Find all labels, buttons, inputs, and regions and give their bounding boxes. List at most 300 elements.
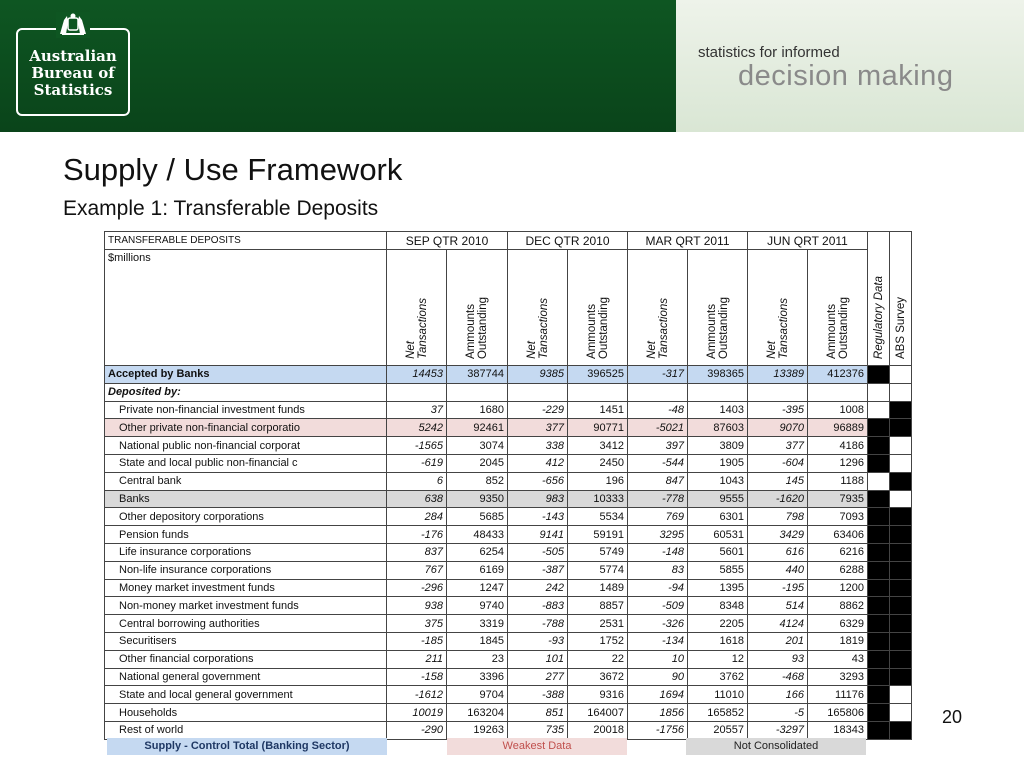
row-label: Pension funds <box>105 526 387 544</box>
net-transactions-cell: -509 <box>628 597 688 615</box>
net-transactions-cell: 10019 <box>387 704 447 722</box>
table-corner-title: TRANSFERABLE DEPOSITS <box>105 232 387 250</box>
org-name-line: Bureau of <box>31 64 115 82</box>
amounts-outstanding-cell: 8862 <box>808 597 868 615</box>
net-transactions-cell: 735 <box>508 721 568 739</box>
amounts-outstanding-cell: 1618 <box>688 632 748 650</box>
table-row <box>105 437 912 455</box>
regulatory-data-flag <box>868 419 890 437</box>
row-label: Accepted by Banks <box>105 366 387 384</box>
table-row <box>105 383 912 401</box>
amounts-outstanding-cell: 1819 <box>808 632 868 650</box>
amounts-outstanding-cell: 1451 <box>568 401 628 419</box>
page-number: 20 <box>942 707 963 727</box>
net-transactions-cell: -5 <box>748 704 808 722</box>
net-transactions-cell: 851 <box>508 704 568 722</box>
header-line: Tansactions <box>537 298 550 359</box>
regulatory-data-flag <box>868 561 890 579</box>
amounts-outstanding-cell <box>568 383 628 401</box>
regulatory-data-flag <box>868 472 890 490</box>
header-line: Ammounts <box>585 304 598 359</box>
amounts-outstanding-cell: 20018 <box>568 721 628 739</box>
net-transactions-cell: -778 <box>628 490 688 508</box>
regulatory-data-flag <box>868 597 890 615</box>
net-transactions-cell: 440 <box>748 561 808 579</box>
amounts-outstanding-cell: 1247 <box>447 579 508 597</box>
net-transactions-cell: 3295 <box>628 526 688 544</box>
amounts-outstanding-cell: 9316 <box>568 686 628 704</box>
table-row <box>105 668 912 686</box>
net-transactions-cell: -387 <box>508 561 568 579</box>
amounts-outstanding-cell: 3319 <box>447 615 508 633</box>
abs-survey-flag <box>890 437 912 455</box>
net-transactions-cell: 375 <box>387 615 447 633</box>
net-transactions-cell: -656 <box>508 472 568 490</box>
quarter-header: DEC QTR 2010 <box>508 232 628 250</box>
org-name-line: Australian <box>29 47 117 65</box>
abs-survey-flag <box>890 366 912 384</box>
amounts-outstanding-cell: 8348 <box>688 597 748 615</box>
org-name-line: Statistics <box>33 81 113 99</box>
amounts-outstanding-cell: 9555 <box>688 490 748 508</box>
net-transactions-cell: -195 <box>748 579 808 597</box>
row-label: Money market investment funds <box>105 579 387 597</box>
net-transactions-cell: 14453 <box>387 366 447 384</box>
amounts-outstanding-header <box>568 250 628 366</box>
net-transactions-cell: 3429 <box>748 526 808 544</box>
net-transactions-cell: 211 <box>387 650 447 668</box>
net-transactions-cell: 798 <box>748 508 808 526</box>
amounts-outstanding-cell: 4186 <box>808 437 868 455</box>
header-line: Ammounts <box>465 304 477 359</box>
row-label: Banks <box>105 490 387 508</box>
row-label: Private non-financial investment funds <box>105 401 387 419</box>
amounts-outstanding-cell: 5774 <box>568 561 628 579</box>
net-transactions-cell: -5021 <box>628 419 688 437</box>
amounts-outstanding-cell: 852 <box>447 472 508 490</box>
net-transactions-cell: -229 <box>508 401 568 419</box>
net-transactions-cell: 4124 <box>748 615 808 633</box>
net-transactions-cell: 377 <box>508 419 568 437</box>
net-transactions-cell: -326 <box>628 615 688 633</box>
net-transactions-cell: 37 <box>387 401 447 419</box>
net-transactions-cell: 83 <box>628 561 688 579</box>
amounts-outstanding-cell: 11176 <box>808 686 868 704</box>
amounts-outstanding-cell: 6329 <box>808 615 868 633</box>
amounts-outstanding-header <box>447 250 508 366</box>
amounts-outstanding-cell: 23 <box>447 650 508 668</box>
amounts-outstanding-cell: 7093 <box>808 508 868 526</box>
header-line: Net <box>765 341 778 359</box>
amounts-outstanding-cell: 48433 <box>447 526 508 544</box>
net-transactions-header <box>387 250 447 366</box>
table-row <box>105 615 912 633</box>
abs-survey-flag <box>890 526 912 544</box>
row-label: State and local general government <box>105 686 387 704</box>
net-transactions-cell: -1612 <box>387 686 447 704</box>
abs-survey-flag <box>890 561 912 579</box>
net-transactions-cell: 9070 <box>748 419 808 437</box>
amounts-outstanding-cell: 5855 <box>688 561 748 579</box>
net-transactions-cell: 616 <box>748 543 808 561</box>
row-label: State and local public non-financial c <box>105 454 387 472</box>
table-row <box>105 454 912 472</box>
net-transactions-cell: 242 <box>508 579 568 597</box>
row-label: Securitisers <box>105 632 387 650</box>
amounts-outstanding-cell: 3762 <box>688 668 748 686</box>
amounts-outstanding-cell: 1403 <box>688 401 748 419</box>
row-label: Central bank <box>105 472 387 490</box>
regulatory-data-flag <box>868 543 890 561</box>
flag-header-label: ABS Survey <box>894 297 907 359</box>
net-transactions-cell: 847 <box>628 472 688 490</box>
amounts-outstanding-cell: 1905 <box>688 454 748 472</box>
amounts-outstanding-cell: 5601 <box>688 543 748 561</box>
net-transactions-cell: 767 <box>387 561 447 579</box>
abs-survey-flag <box>890 401 912 419</box>
amounts-outstanding-cell: 396525 <box>568 366 628 384</box>
net-transactions-cell: -143 <box>508 508 568 526</box>
amounts-outstanding-cell: 196 <box>568 472 628 490</box>
net-transactions-cell: -1620 <box>748 490 808 508</box>
amounts-outstanding-cell <box>808 383 868 401</box>
row-label: Life insurance corporations <box>105 543 387 561</box>
quarter-header: SEP QTR 2010 <box>387 232 508 250</box>
net-transactions-cell: 166 <box>748 686 808 704</box>
amounts-outstanding-cell: 6216 <box>808 543 868 561</box>
amounts-outstanding-cell: 2205 <box>688 615 748 633</box>
net-transactions-cell: -395 <box>748 401 808 419</box>
net-transactions-cell: 284 <box>387 508 447 526</box>
net-transactions-cell: -296 <box>387 579 447 597</box>
table-row <box>105 526 912 544</box>
net-transactions-cell: -148 <box>628 543 688 561</box>
abs-survey-flag <box>890 704 912 722</box>
net-transactions-cell: -134 <box>628 632 688 650</box>
net-transactions-cell: -158 <box>387 668 447 686</box>
table-row <box>105 650 912 668</box>
regulatory-data-flag <box>868 615 890 633</box>
flag-header-label: Regulatory Data <box>872 275 885 359</box>
net-transactions-cell: 837 <box>387 543 447 561</box>
amounts-outstanding-cell: 60531 <box>688 526 748 544</box>
table-row <box>105 561 912 579</box>
regulatory-data-flag <box>868 579 890 597</box>
table-row <box>105 472 912 490</box>
amounts-outstanding-cell: 7935 <box>808 490 868 508</box>
abs-survey-flag <box>890 508 912 526</box>
row-label: Other depository corporations <box>105 508 387 526</box>
amounts-outstanding-cell: 1752 <box>568 632 628 650</box>
abs-survey-flag <box>890 650 912 668</box>
table-row <box>105 366 912 384</box>
net-transactions-cell: 9385 <box>508 366 568 384</box>
net-transactions-cell <box>748 383 808 401</box>
regulatory-data-flag <box>868 686 890 704</box>
net-transactions-cell: 338 <box>508 437 568 455</box>
table-row <box>105 704 912 722</box>
amounts-outstanding-cell: 387744 <box>447 366 508 384</box>
net-transactions-cell: -317 <box>628 366 688 384</box>
net-transactions-cell: -468 <box>748 668 808 686</box>
table-row <box>105 490 912 508</box>
table-row <box>105 597 912 615</box>
net-transactions-cell: -388 <box>508 686 568 704</box>
header-line: Net <box>525 341 538 359</box>
abs-survey-flag <box>890 615 912 633</box>
legend-item: Supply - Control Total (Banking Sector) <box>107 738 387 755</box>
header-line: Net <box>404 341 417 359</box>
quarter-header: JUN QRT 2011 <box>748 232 868 250</box>
legend-item: Weakest Data <box>447 738 627 755</box>
net-transactions-cell: -3297 <box>748 721 808 739</box>
abs-survey-flag <box>890 383 912 401</box>
row-label: National general government <box>105 668 387 686</box>
table-row <box>105 632 912 650</box>
abs-survey-flag <box>890 490 912 508</box>
table-row <box>105 721 912 739</box>
amounts-outstanding-cell: 22 <box>568 650 628 668</box>
amounts-outstanding-cell <box>688 383 748 401</box>
amounts-outstanding-cell: 5685 <box>447 508 508 526</box>
net-transactions-cell: 10 <box>628 650 688 668</box>
amounts-outstanding-cell: 1680 <box>447 401 508 419</box>
net-transactions-cell: 938 <box>387 597 447 615</box>
net-transactions-cell: -48 <box>628 401 688 419</box>
table-units: $millions <box>105 250 387 366</box>
abs-survey-flag <box>890 668 912 686</box>
abs-survey-flag <box>890 597 912 615</box>
table-row <box>105 543 912 561</box>
abs-survey-flag <box>890 454 912 472</box>
regulatory-data-flag <box>868 401 890 419</box>
table-row <box>105 401 912 419</box>
row-label: Other financial corporations <box>105 650 387 668</box>
amounts-outstanding-cell: 12 <box>688 650 748 668</box>
amounts-outstanding-cell: 165806 <box>808 704 868 722</box>
amounts-outstanding-cell: 163204 <box>447 704 508 722</box>
table-row <box>105 686 912 704</box>
amounts-outstanding-cell: 1043 <box>688 472 748 490</box>
flag-header-abs <box>890 232 912 366</box>
amounts-outstanding-cell: 3396 <box>447 668 508 686</box>
amounts-outstanding-cell: 6301 <box>688 508 748 526</box>
amounts-outstanding-cell: 9350 <box>447 490 508 508</box>
net-transactions-cell: -176 <box>387 526 447 544</box>
net-transactions-header <box>508 250 568 366</box>
net-transactions-cell: -619 <box>387 454 447 472</box>
row-label: Non-money market investment funds <box>105 597 387 615</box>
amounts-outstanding-cell: 2045 <box>447 454 508 472</box>
amounts-outstanding-cell: 19263 <box>447 721 508 739</box>
amounts-outstanding-cell <box>447 383 508 401</box>
regulatory-data-flag <box>868 526 890 544</box>
amounts-outstanding-cell: 6254 <box>447 543 508 561</box>
amounts-outstanding-cell: 1845 <box>447 632 508 650</box>
net-transactions-cell: 93 <box>748 650 808 668</box>
net-transactions-cell: 101 <box>508 650 568 668</box>
net-transactions-cell: 277 <box>508 668 568 686</box>
amounts-outstanding-cell: 87603 <box>688 419 748 437</box>
abs-survey-flag <box>890 543 912 561</box>
regulatory-data-flag <box>868 437 890 455</box>
header-line: Tansactions <box>657 298 670 359</box>
amounts-outstanding-cell: 20557 <box>688 721 748 739</box>
net-transactions-cell: 6 <box>387 472 447 490</box>
amounts-outstanding-cell: 3074 <box>447 437 508 455</box>
amounts-outstanding-cell: 2450 <box>568 454 628 472</box>
amounts-outstanding-cell: 398365 <box>688 366 748 384</box>
amounts-outstanding-header <box>688 250 748 366</box>
net-transactions-cell: -1565 <box>387 437 447 455</box>
header-banner <box>0 0 1024 132</box>
regulatory-data-flag <box>868 632 890 650</box>
net-transactions-cell: 5242 <box>387 419 447 437</box>
table-row <box>105 419 912 437</box>
amounts-outstanding-cell: 43 <box>808 650 868 668</box>
amounts-outstanding-cell: 1188 <box>808 472 868 490</box>
amounts-outstanding-cell: 96889 <box>808 419 868 437</box>
amounts-outstanding-cell: 3672 <box>568 668 628 686</box>
amounts-outstanding-cell: 6288 <box>808 561 868 579</box>
net-transactions-cell: 201 <box>748 632 808 650</box>
regulatory-data-flag <box>868 366 890 384</box>
row-label: Central borrowing authorities <box>105 615 387 633</box>
net-transactions-cell: 638 <box>387 490 447 508</box>
net-transactions-cell: 983 <box>508 490 568 508</box>
net-transactions-cell: 1856 <box>628 704 688 722</box>
amounts-outstanding-cell: 2531 <box>568 615 628 633</box>
amounts-outstanding-cell: 1200 <box>808 579 868 597</box>
header-line: Outstanding <box>717 296 730 359</box>
tagline-large: decision making <box>738 60 954 92</box>
net-transactions-cell: 90 <box>628 668 688 686</box>
net-transactions-header <box>748 250 808 366</box>
amounts-outstanding-cell: 3412 <box>568 437 628 455</box>
abs-survey-flag <box>890 419 912 437</box>
legend-item: Not Consolidated <box>686 738 866 755</box>
header-line: Ammounts <box>705 304 718 359</box>
amounts-outstanding-cell: 6169 <box>447 561 508 579</box>
amounts-outstanding-cell: 165852 <box>688 704 748 722</box>
slide-subtitle: Example 1: Transferable Deposits <box>63 197 379 220</box>
tagline-small: statistics for informed <box>698 44 840 61</box>
amounts-outstanding-cell: 63406 <box>808 526 868 544</box>
net-transactions-cell: 377 <box>748 437 808 455</box>
net-transactions-cell: 13389 <box>748 366 808 384</box>
regulatory-data-flag <box>868 383 890 401</box>
amounts-outstanding-cell: 18343 <box>808 721 868 739</box>
amounts-outstanding-cell: 412376 <box>808 366 868 384</box>
regulatory-data-flag <box>868 508 890 526</box>
regulatory-data-flag <box>868 454 890 472</box>
header-line: Outstanding <box>477 296 489 359</box>
amounts-outstanding-cell: 9704 <box>447 686 508 704</box>
net-transactions-cell: -1756 <box>628 721 688 739</box>
header-line: Outstanding <box>837 296 850 359</box>
net-transactions-cell <box>387 383 447 401</box>
amounts-outstanding-cell: 3809 <box>688 437 748 455</box>
regulatory-data-flag <box>868 721 890 739</box>
net-transactions-cell: -604 <box>748 454 808 472</box>
amounts-outstanding-cell: 11010 <box>688 686 748 704</box>
slide-title: Supply / Use Framework <box>63 152 403 187</box>
amounts-outstanding-cell: 5749 <box>568 543 628 561</box>
net-transactions-header <box>628 250 688 366</box>
regulatory-data-flag <box>868 490 890 508</box>
amounts-outstanding-cell: 1395 <box>688 579 748 597</box>
net-transactions-cell: -883 <box>508 597 568 615</box>
net-transactions-cell: -94 <box>628 579 688 597</box>
abs-logo <box>16 28 130 116</box>
net-transactions-cell: 397 <box>628 437 688 455</box>
abs-survey-flag <box>890 721 912 739</box>
net-transactions-cell: -185 <box>387 632 447 650</box>
net-transactions-cell: 145 <box>748 472 808 490</box>
amounts-outstanding-cell: 59191 <box>568 526 628 544</box>
amounts-outstanding-cell: 92461 <box>447 419 508 437</box>
table-row <box>105 579 912 597</box>
abs-survey-flag <box>890 579 912 597</box>
regulatory-data-flag <box>868 650 890 668</box>
header-line: Tansactions <box>416 298 429 359</box>
abs-survey-flag <box>890 472 912 490</box>
transferable-deposits-table <box>104 231 912 740</box>
row-label: National public non-financial corporat <box>105 437 387 455</box>
regulatory-data-flag <box>868 668 890 686</box>
net-transactions-cell <box>508 383 568 401</box>
net-transactions-cell: 1694 <box>628 686 688 704</box>
row-label: Non-life insurance corporations <box>105 561 387 579</box>
amounts-outstanding-cell: 1008 <box>808 401 868 419</box>
net-transactions-cell <box>628 383 688 401</box>
header-line: Tansactions <box>777 298 790 359</box>
net-transactions-cell: -505 <box>508 543 568 561</box>
net-transactions-cell: 514 <box>748 597 808 615</box>
net-transactions-cell: -788 <box>508 615 568 633</box>
net-transactions-cell: -290 <box>387 721 447 739</box>
net-transactions-cell: 769 <box>628 508 688 526</box>
amounts-outstanding-cell: 8857 <box>568 597 628 615</box>
abs-survey-flag <box>890 686 912 704</box>
abs-survey-flag <box>890 632 912 650</box>
row-label: Rest of world <box>105 721 387 739</box>
header-line: Net <box>645 341 658 359</box>
amounts-outstanding-cell: 5534 <box>568 508 628 526</box>
amounts-outstanding-cell: 1296 <box>808 454 868 472</box>
quarter-header: MAR QRT 2011 <box>628 232 748 250</box>
amounts-outstanding-cell: 10333 <box>568 490 628 508</box>
table-row <box>105 508 912 526</box>
net-transactions-cell: 9141 <box>508 526 568 544</box>
header-line: Outstanding <box>597 296 610 359</box>
row-label: Households <box>105 704 387 722</box>
net-transactions-cell: -93 <box>508 632 568 650</box>
amounts-outstanding-cell: 1489 <box>568 579 628 597</box>
flag-header-regulatory <box>868 232 890 366</box>
row-label: Other private non-financial corporatio <box>105 419 387 437</box>
amounts-outstanding-cell: 164007 <box>568 704 628 722</box>
amounts-outstanding-cell: 90771 <box>568 419 628 437</box>
amounts-outstanding-header <box>808 250 868 366</box>
net-transactions-cell: 412 <box>508 454 568 472</box>
coat-of-arms-icon <box>56 12 90 38</box>
row-label: Deposited by: <box>105 383 387 401</box>
header-line: Ammounts <box>825 304 838 359</box>
amounts-outstanding-cell: 3293 <box>808 668 868 686</box>
regulatory-data-flag <box>868 704 890 722</box>
amounts-outstanding-cell: 9740 <box>447 597 508 615</box>
